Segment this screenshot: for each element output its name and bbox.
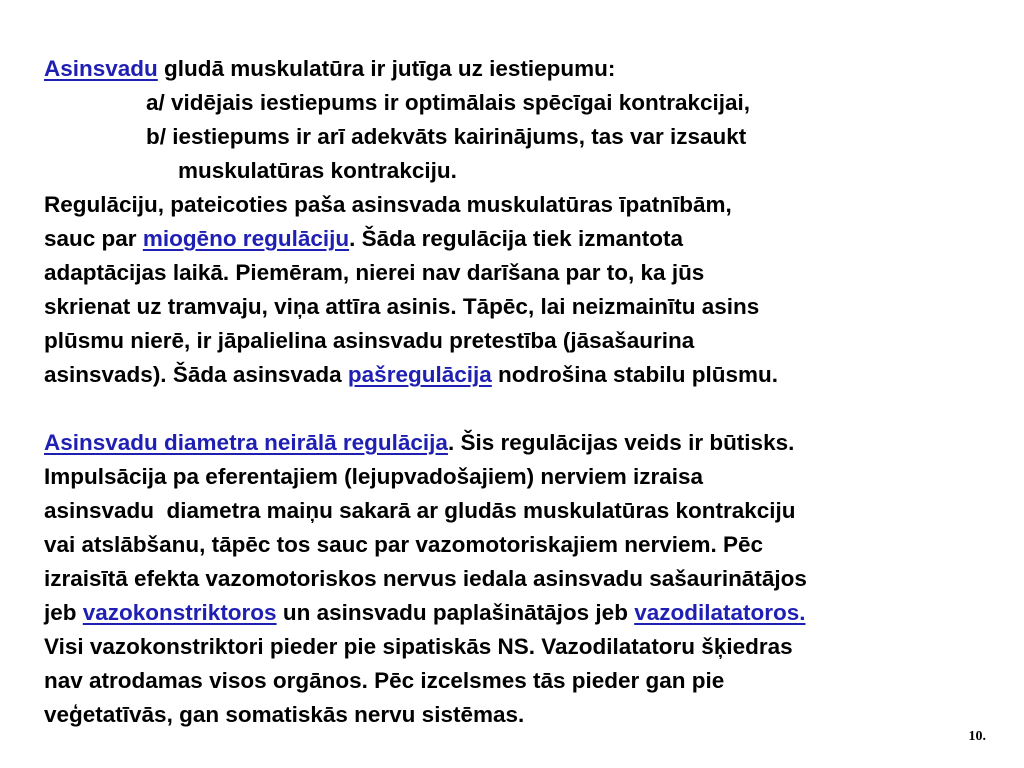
text-segment: gludā muskulatūra ir jutīga uz iestiepumu: (157, 56, 616, 81)
text-line (44, 426, 807, 460)
text-line-item-b: b/ iestiepums ir arī adekvāts kairinājums, tas var izsaukt (146, 124, 747, 149)
link-asinsvadu[interactable]: Asinsvadu (44, 56, 158, 81)
text-line-item-a: a/ vidējais iestiepums ir optimālais spēcīgai kontrakcijai, (146, 90, 751, 115)
text-segment: nodrošina stabilu plūsmu. (491, 362, 779, 387)
text-segment: sauc par (44, 226, 143, 251)
text-line: skrienat uz tramvaju, viņa attīra asinis. Tāpēc, lai neizmainītu asins (44, 294, 760, 319)
paragraph-smooth-muscle-regulation (44, 52, 778, 392)
link-pasregulacija[interactable]: pašregulācija (347, 362, 492, 387)
link-vazodilatatoros[interactable]: vazodilatatoros. (634, 600, 806, 625)
link-miogeno-regulaciju[interactable]: miogēno regulāciju (142, 226, 350, 251)
text-line: vai atslābšanu, tāpēc tos sauc par vazomotoriskajiem nerviem. Pēc (44, 532, 764, 557)
text-line-item-b-cont: muskulatūras kontrakciju. (178, 158, 457, 183)
text-line: plūsmu nierē, ir jāpalielina asinsvadu pretestība (jāsašaurina (44, 328, 695, 353)
page-number: 10. (968, 729, 986, 744)
text-line: adaptācijas laikā. Piemēram, nierei nav darīšana par to, ka jūs (44, 260, 705, 285)
text-line: izraisītā efekta vazomotoriskos nervus iedala asinsvadu sašaurinātājos (44, 566, 807, 591)
text-segment: . Šāda regulācija tiek izmantota (349, 226, 683, 251)
text-line: nav atrodamas visos orgānos. Pēc izcelsmes tās pieder gan pie (44, 668, 725, 693)
text-line: Regulāciju, pateicoties paša asinsvada muskulatūras īpatnībām, (44, 192, 732, 217)
paragraph-neural-regulation (44, 426, 807, 732)
text-line: veģetatīvās, gan somatiskās nervu sistēmas. (44, 702, 525, 727)
text-line (44, 358, 778, 392)
text-segment: . Šis regulācijas veids ir būtisks. (447, 430, 795, 455)
link-neirala-regulacija[interactable]: Asinsvadu diametra neirālā regulācija (44, 430, 448, 455)
text-line (44, 52, 778, 86)
text-line: Impulsācija pa eferentajiem (lejupvadošajiem) nerviem izraisa (44, 464, 704, 489)
text-line (44, 222, 778, 256)
text-segment: jeb (44, 600, 83, 625)
text-segment: asinsvads). Šāda asinsvada (44, 362, 348, 387)
text-line: Visi vazokonstriktori pieder pie sipatiskās NS. Vazodilatatoru šķiedras (44, 634, 793, 659)
text-segment: un asinsvadu paplašinātājos jeb (276, 600, 635, 625)
text-line (44, 596, 807, 630)
link-vazokonstriktoros[interactable]: vazokonstriktoros (82, 600, 277, 625)
text-line: asinsvadu diametra maiņu sakarā ar gludās muskulatūras kontrakciju (44, 498, 796, 523)
